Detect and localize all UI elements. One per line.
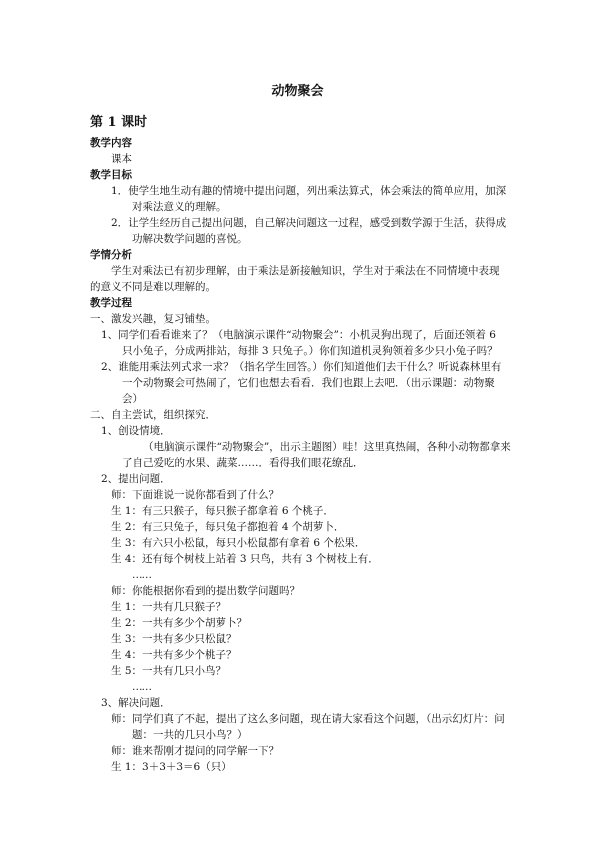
dialogue-line: 生 2：有三只兔子，每只兔子都抱着 4 个胡萝卜． bbox=[111, 521, 345, 533]
process-line: 2、提出问题． bbox=[101, 473, 171, 485]
ellipsis: …… bbox=[132, 681, 151, 693]
goal-line: 对乘法意义的理解。 bbox=[132, 201, 227, 213]
process-line: 会） bbox=[122, 393, 143, 405]
dialogue-line: 生 4：一共有多少个桃子？ bbox=[111, 649, 237, 661]
process-line: 了自己爱吃的水果、蔬菜……．看得我们眼花缭乱． bbox=[122, 457, 364, 469]
goal-line: 2．让学生经历自己提出问题，自己解决问题这一过程，感受到数学源于生活，获得成 bbox=[111, 217, 507, 229]
dialogue-line: 生 1：3＋3＋3＝6（只） bbox=[111, 761, 232, 773]
goal-line: 功解决数学问题的喜悦。 bbox=[132, 233, 248, 245]
process-line: 二、自主尝试，组织探究． bbox=[90, 409, 216, 421]
dialogue-line: 师：同学们真了不起，提出了这么多问题，现在请大家看这个问题，（出示幻灯片：问 bbox=[111, 713, 505, 725]
analysis-line: 学生对乘法已有初步理解，由于乘法是新接触知识，学生对于乘法在不同情境中表现 bbox=[111, 265, 500, 277]
process-line: 一个动物聚会可热闹了，它们也想去看看．我们也跟上去吧．（出示课题：动物聚 bbox=[122, 377, 495, 389]
dialogue-line: 生 5：一共有几只小鸟？ bbox=[111, 665, 227, 677]
process-line: 一、激发兴趣，复习铺垫。 bbox=[90, 313, 216, 325]
dialogue-line: 生 2：一共有多少个胡萝卜？ bbox=[111, 617, 248, 629]
section-heading-content: 教学内容 bbox=[90, 137, 132, 149]
dialogue-line: 师：谁来帮刚才提问的同学解一下？ bbox=[111, 745, 279, 757]
document-title: 动物聚会 bbox=[271, 84, 324, 99]
dialogue-line: 师：下面谁说一说你都看到了什么？ bbox=[111, 489, 279, 501]
process-line: （电脑演示课件“动物聚会”，出示主题图）哇！这里真热闹，各种小动物都拿来 bbox=[143, 441, 511, 453]
process-line: 只小兔子，分成两排站，每排 3 只兔子。）你们知道机灵狗领着多少只小兔子吗？ bbox=[122, 345, 498, 357]
dialogue-line: 生 4：还有每个树枝上站着 3 只鸟，共有 3 个树枝上有． bbox=[111, 553, 379, 565]
dialogue-line: 题：一共的几只小鸟？） bbox=[132, 729, 248, 741]
ellipsis: …… bbox=[132, 569, 151, 581]
goal-line: 1．使学生地生动有趣的情境中提出问题，列出乘法算式，体会乘法的简单应用，加深 bbox=[111, 185, 507, 197]
section-heading-analysis: 学情分析 bbox=[90, 249, 132, 261]
dialogue-line: 生 3：一共有多少只松鼠？ bbox=[111, 633, 237, 645]
dialogue-line: 生 1：一共有几只猴子？ bbox=[111, 601, 227, 613]
lesson-heading: 第 1 课时 bbox=[90, 115, 148, 130]
analysis-line: 的意义不同是难以理解的。 bbox=[90, 281, 216, 293]
process-line: 3、解决问题． bbox=[101, 697, 171, 709]
section-heading-process: 教学过程 bbox=[90, 297, 132, 309]
process-line: 1、同学们看看谁来了？（电脑演示课件“动物聚会”：小机灵狗出现了，后面还领着 6 bbox=[101, 329, 496, 341]
process-line: 1、创设情境． bbox=[101, 425, 171, 437]
content-text: 课本 bbox=[111, 153, 132, 165]
dialogue-line: 生 3：有六只小松鼠，每只小松鼠都有拿着 6 个松果． bbox=[111, 537, 366, 549]
dialogue-line: 生 1：有三只猴子，每只猴子都拿着 6 个桃子． bbox=[111, 505, 334, 517]
dialogue-line: 师：你能根据你看到的提出数学问题吗？ bbox=[111, 585, 300, 597]
section-heading-goal: 教学目标 bbox=[90, 169, 132, 181]
process-line: 2、谁能用乘法列式求一求？（指名学生回答。）你们知道他们去干什么？听说森林里有 bbox=[101, 361, 502, 373]
